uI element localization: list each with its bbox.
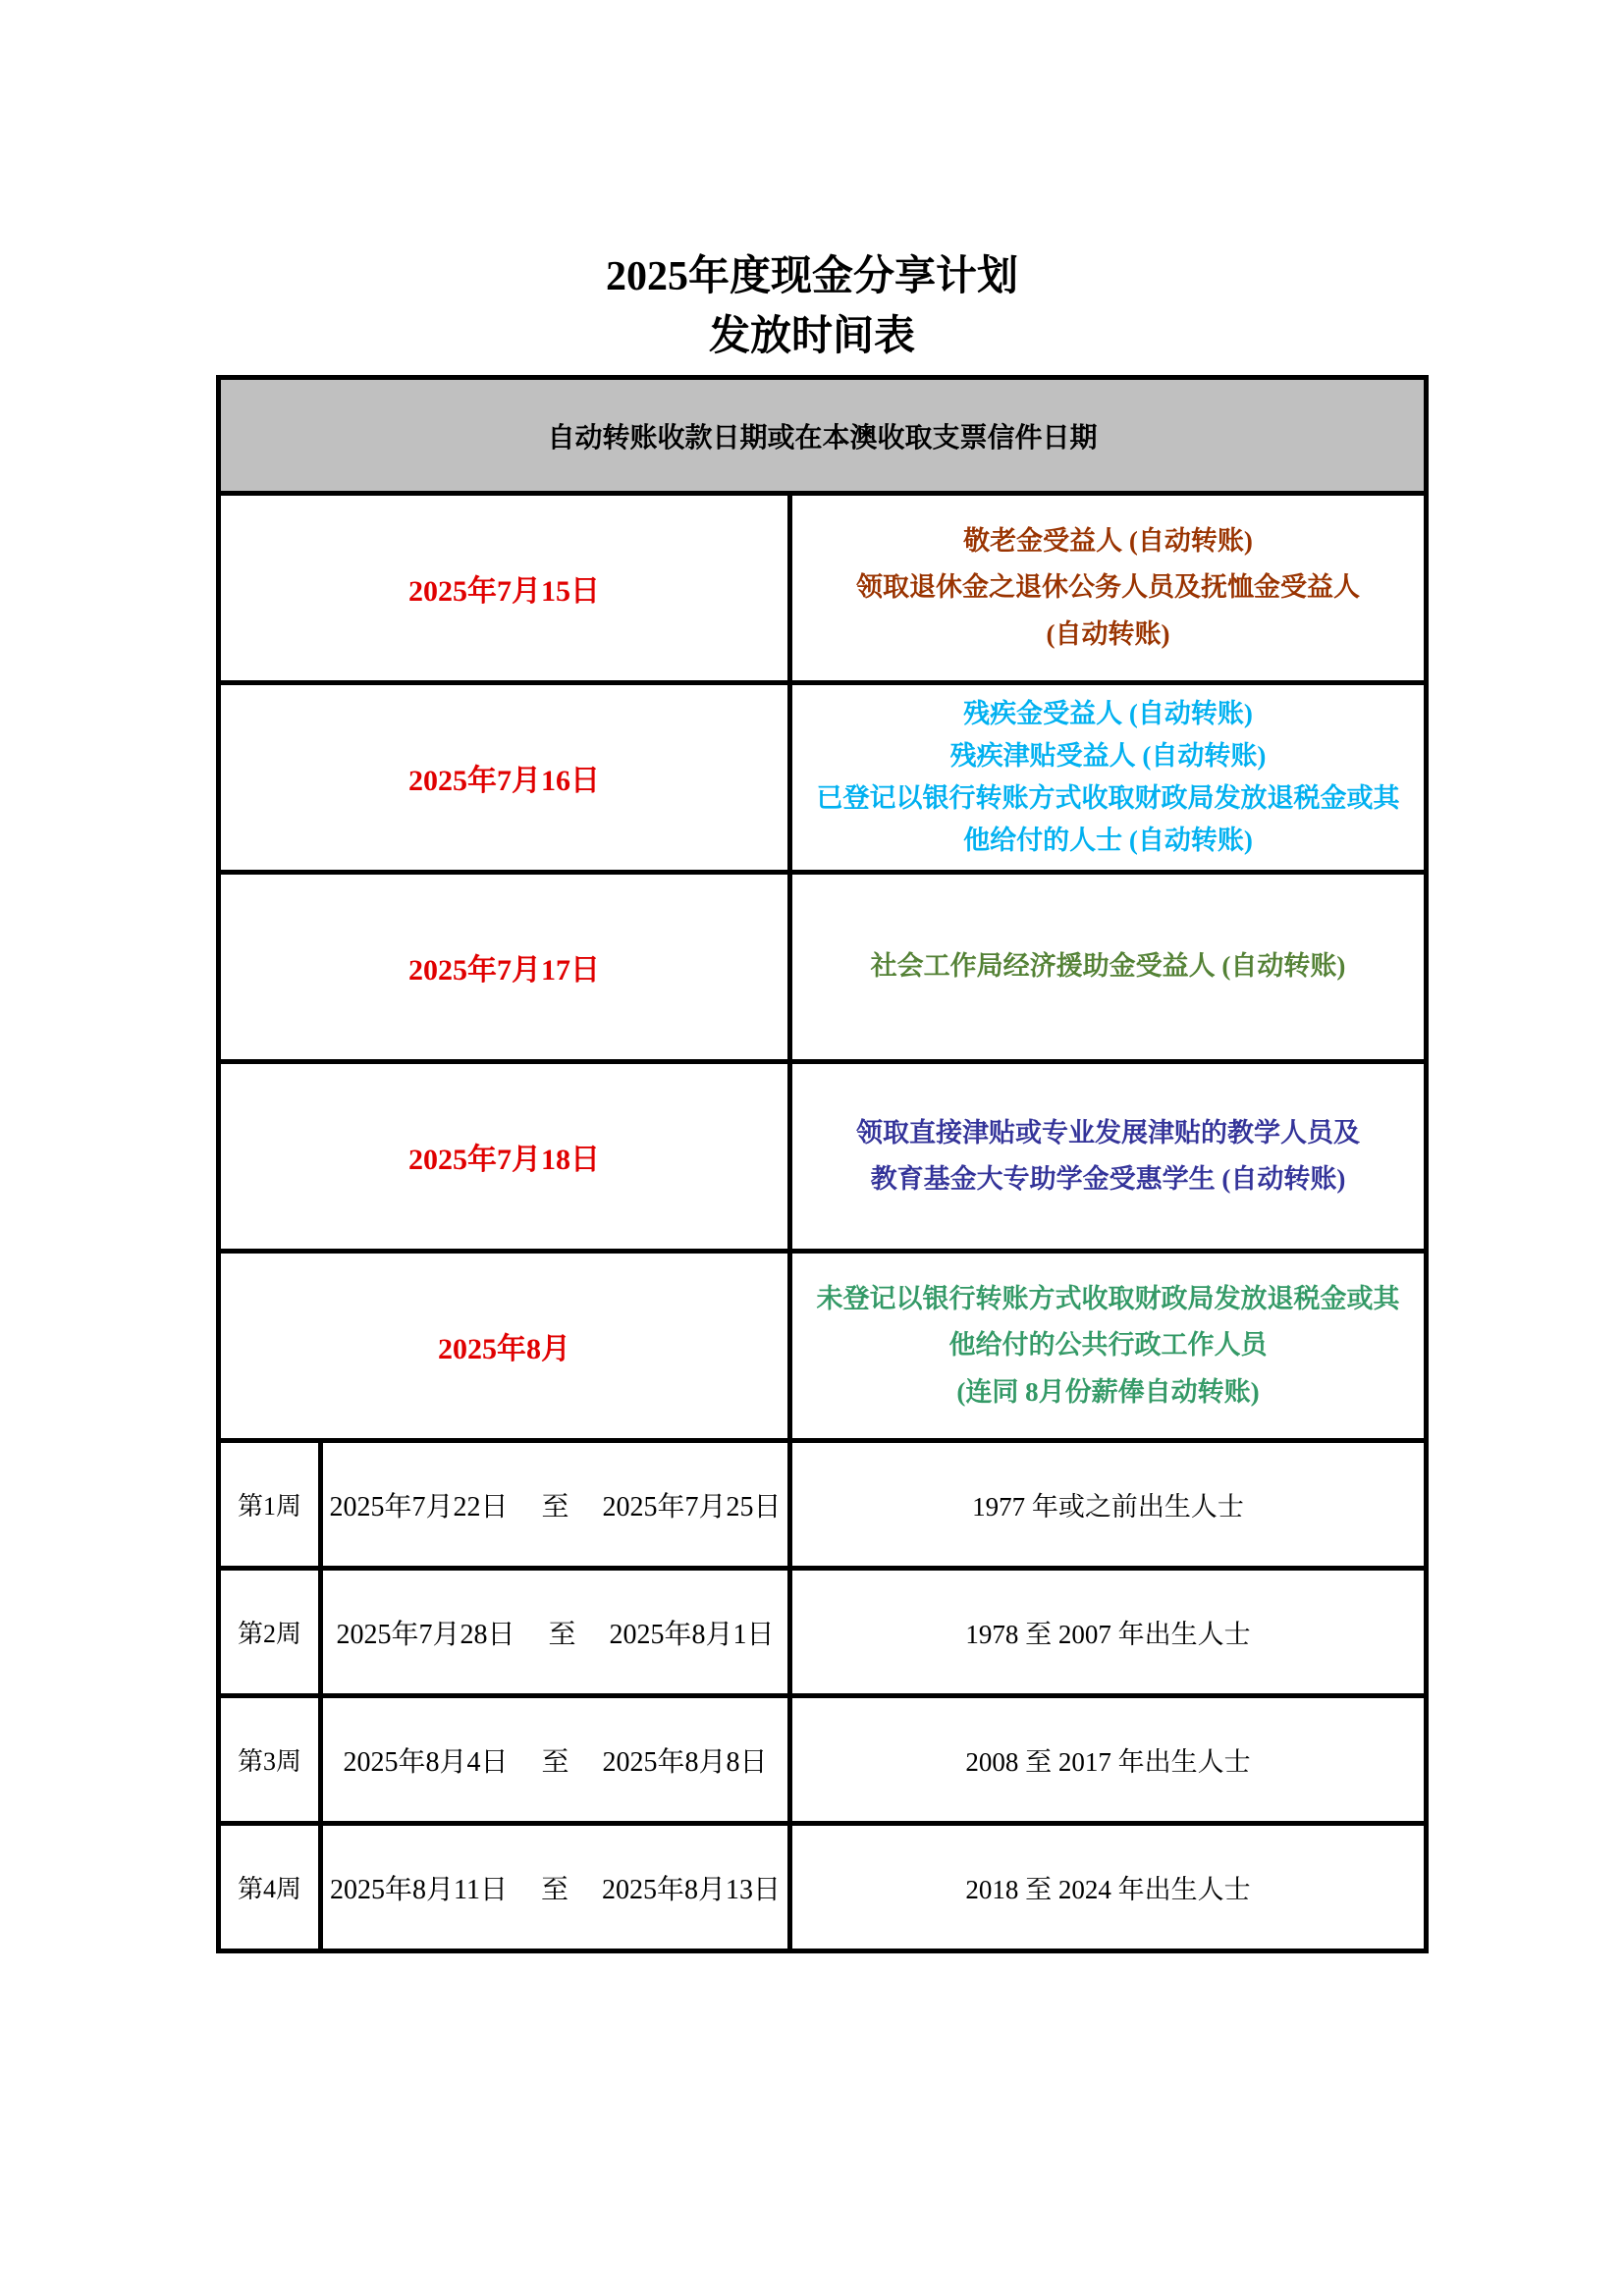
description-line: 他给付的公共行政工作人员 <box>948 1330 1268 1361</box>
date-range-cell <box>321 1441 790 1569</box>
range-to-label: 至 <box>540 1874 568 1905</box>
week-label-cell: 第3周 <box>219 1696 321 1824</box>
range-start-date: 2025年7月28日 <box>336 1619 515 1650</box>
table-row <box>219 683 1427 873</box>
distribution-schedule-table <box>216 375 1429 1953</box>
description-line: 领取直接津贴或专业发展津贴的教学人员及 <box>856 1117 1360 1148</box>
table-row <box>219 1441 1427 1569</box>
description-line: 敬老金受益人 (自动转账) <box>963 526 1253 557</box>
page-title-line2: 发放时间表 <box>708 313 915 359</box>
range-end-date: 2025年8月13日 <box>601 1874 781 1905</box>
date-range-cell <box>321 1569 790 1696</box>
range-to-label: 至 <box>548 1619 576 1650</box>
table-row <box>219 1569 1427 1696</box>
description-line: 残疾津贴受益人 (自动转账) <box>949 740 1267 771</box>
table-row <box>219 1252 1427 1441</box>
birth-group-cell: 1977 年或之前出生人士 <box>790 1441 1427 1569</box>
table-header-cell: 自动转账收款日期或在本澳收取支票信件日期 <box>219 378 1427 494</box>
description-cell <box>790 683 1427 873</box>
page-title <box>0 247 1624 367</box>
table-header-row <box>219 378 1427 494</box>
description-cell <box>790 1252 1427 1441</box>
description-cell <box>790 873 1427 1062</box>
range-end-date: 2025年7月25日 <box>602 1491 782 1522</box>
description-line: 领取退休金之退休公务人员及抚恤金受益人 <box>856 572 1360 603</box>
range-end-date: 2025年8月1日 <box>609 1619 775 1650</box>
range-start-date: 2025年8月11日 <box>330 1874 508 1905</box>
date-range-cell <box>321 1824 790 1951</box>
range-to-label: 至 <box>541 1491 569 1522</box>
birth-group-cell: 2018 至 2024 年出生人士 <box>790 1824 1427 1951</box>
date-cell: 2025年7月18日 <box>219 1062 790 1252</box>
week-label-cell: 第4周 <box>219 1824 321 1951</box>
range-start-date: 2025年7月22日 <box>329 1491 509 1522</box>
table-row <box>219 494 1427 683</box>
description-line: 残疾金受益人 (自动转账) <box>963 698 1253 728</box>
table-row <box>219 873 1427 1062</box>
page-title-line1: 2025年度现金分享计划 <box>605 254 1018 299</box>
range-end-date: 2025年8月8日 <box>602 1746 768 1778</box>
week-label-cell: 第1周 <box>219 1441 321 1569</box>
date-cell: 2025年7月16日 <box>219 683 790 873</box>
table-row <box>219 1824 1427 1951</box>
date-cell: 2025年7月15日 <box>219 494 790 683</box>
date-range-cell <box>321 1696 790 1824</box>
description-cell <box>790 494 1427 683</box>
description-line: 他给付的人士 (自动转账) <box>963 826 1253 856</box>
description-line: 已登记以银行转账方式收取财政局发放退税金或其 <box>816 783 1400 813</box>
date-cell: 2025年7月17日 <box>219 873 790 1062</box>
range-start-date: 2025年8月4日 <box>343 1746 509 1778</box>
description-line: 社会工作局经济援助金受益人 (自动转账) <box>870 951 1346 982</box>
description-line: (自动转账) <box>1046 618 1170 649</box>
birth-group-cell: 2008 至 2017 年出生人士 <box>790 1696 1427 1824</box>
description-line: (连同 8月份薪俸自动转账) <box>956 1376 1260 1407</box>
table-row <box>219 1062 1427 1252</box>
description-line: 教育基金大专助学金受惠学生 (自动转账) <box>870 1164 1346 1194</box>
table-row <box>219 1696 1427 1824</box>
birth-group-cell: 1978 至 2007 年出生人士 <box>790 1569 1427 1696</box>
week-label-cell: 第2周 <box>219 1569 321 1696</box>
date-cell: 2025年8月 <box>219 1252 790 1441</box>
range-to-label: 至 <box>541 1746 569 1778</box>
description-line: 未登记以银行转账方式收取财政局发放退税金或其 <box>816 1284 1400 1314</box>
description-cell <box>790 1062 1427 1252</box>
